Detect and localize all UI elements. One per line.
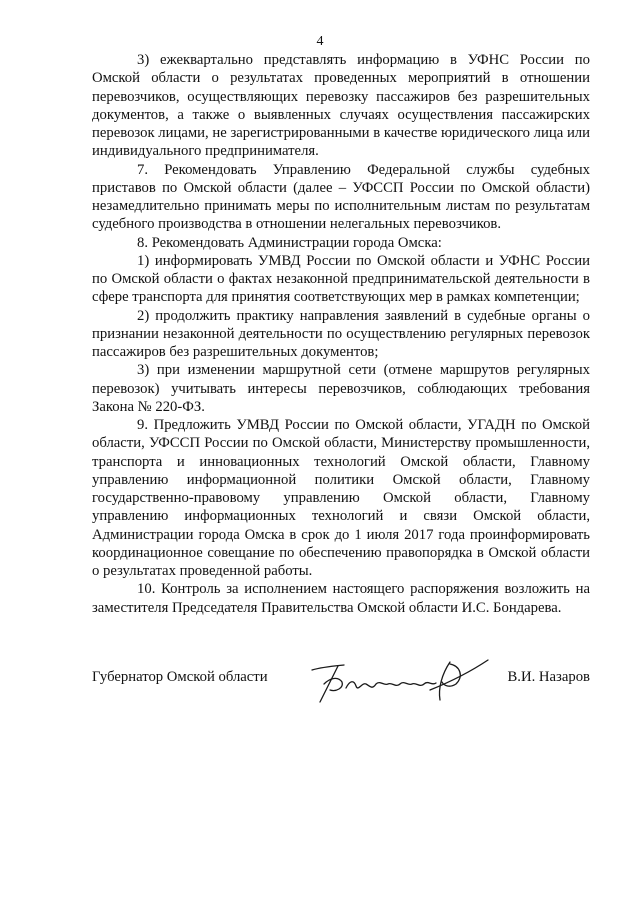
paragraph-8-item-3: 3) при изменении маршрутной сети (отмене маршрутов регулярных перевозок) учитывать интересы перевозчиков, соблюдающих требования Закона № 220-ФЗ. [92,362,590,415]
paragraph-8-item-1: 1) информировать УМВД России по Омской области и УФНС России по Омской области о фактах незаконной предпринимательской деятельности в сфере транспорта для принятия соответствующих мер в рамках компетенции; [92,252,590,306]
page-number: 4 [316,34,324,49]
paragraph-10-control: 10. Контроль за исполнением настоящего распоряжения возложить на заместителя Председателя Правительства Омской области И.С. Бондарева. [92,581,590,616]
signature-block [92,650,590,710]
paragraph-8-item-2: 2) продолжить практику направления заявлений в судебные органы о признании незаконной деятельности по осуществлению регулярных перевозок пассажиров без разрешительных документов; [92,307,590,360]
paragraph-8-heading: 8. Рекомендовать Администрации города Омска: [137,234,442,251]
signatory-title: Губернатор Омской области [92,669,268,685]
paragraph-7-bailiffs: 7. Рекомендовать Управлению Федеральной службы судебных приставов по Омской области (далее – УФССП России по Омской области) незамедлительно принимать меры по исполнительным листам по результатам судебного производства в отношении нелегальных перевозчиков. [92,161,590,233]
paragraph-9-proposal: 9. Предложить УМВД России по Омской области, УГАДН по Омской области, УФССП России по Омской области, Министерству промышленности, транспорта и инновационных технологий Омской области, Главному управлению информационной политики Омской области, Главному государственно-правовому управлению Омской области, Главному управлению информационных технологий и связи Омской области, Администрации города Омска в срок до 1 июля 2017 года проинформировать координационное совещание по обеспечению правопорядка в Омской области о результатах проведенной работы. [92,417,590,579]
document-body [92,51,590,617]
handwritten-signature [300,650,500,710]
paragraph-3-quarterly-report: 3) ежеквартально представлять информацию в УФНС России по Омской области о результатах проведенных мероприятий в отношении перевозчиков, осуществляющих перевозку пассажиров без разрешительных документов, а также о выявленных случаях осуществления пассажирских перевозок лицами, не зарегистрированными в качестве юридического лица или индивидуального предпринимателя. [92,52,590,160]
signatory-name: В.И. Назаров [507,669,590,685]
